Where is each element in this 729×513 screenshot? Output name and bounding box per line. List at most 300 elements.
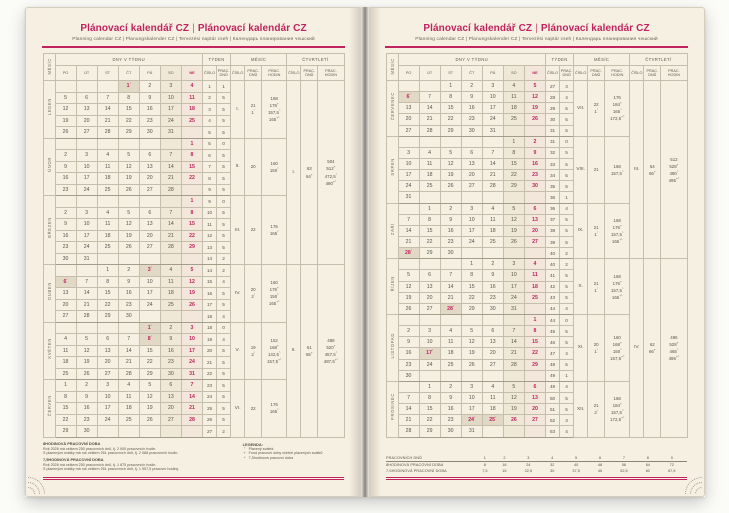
header-line: HODIN	[268, 73, 281, 77]
day-cell: 23	[440, 236, 461, 247]
week-workdays-cell: 2	[217, 265, 231, 277]
week-workdays-cell: 5	[217, 380, 231, 392]
header-line: PRAC.	[590, 68, 602, 73]
week-workdays-cell: 4	[217, 311, 231, 323]
day-cell: 5	[181, 265, 202, 277]
day-cell: 11	[482, 214, 503, 225]
marker-superscript: +^	[675, 176, 680, 181]
day-cell: 14	[398, 404, 419, 415]
empty-day-cell	[97, 196, 118, 208]
week-number-cell: 39	[546, 236, 560, 247]
header-line: PRAC.	[268, 68, 281, 73]
day-cell: 25	[440, 359, 461, 370]
marker-superscript: °	[596, 286, 599, 291]
calendar-table-h1	[43, 53, 345, 438]
day-cell: 1	[524, 314, 545, 325]
week-workdays-cell: 5	[217, 345, 231, 357]
working-time-block	[43, 458, 233, 472]
day-cell: 25	[503, 114, 524, 125]
workdays-line: 66+	[648, 347, 656, 354]
empty-day-cell	[524, 125, 545, 136]
day-cell: 4	[419, 147, 440, 158]
day-cell: 3	[76, 207, 97, 219]
week-number-cell: 33	[546, 158, 560, 169]
cumulative-value: 15	[502, 469, 507, 473]
day-cell: 28	[181, 414, 202, 426]
day-cell: 26	[524, 114, 545, 125]
day-cell: 5	[118, 207, 139, 219]
week-workdays-cell: 4	[560, 381, 574, 392]
day-cell: 29	[524, 359, 545, 370]
day-cell: 23	[524, 170, 545, 181]
empty-day-cell	[503, 192, 524, 203]
empty-day-cell	[160, 426, 181, 438]
weekday-header-ne: NE	[181, 66, 202, 81]
month-name-cell	[386, 81, 398, 137]
marker-superscript: °	[253, 350, 256, 355]
marker-superscript: °	[596, 408, 599, 413]
hours-line: 152	[270, 337, 278, 343]
day-cell: 24	[503, 292, 524, 303]
week-number-header	[546, 66, 560, 81]
day-cell: 11	[55, 345, 76, 357]
empty-day-cell	[482, 192, 503, 203]
day-cell: 28	[118, 368, 139, 380]
day-cell: 26	[76, 368, 97, 380]
workdays-line: 20	[250, 287, 256, 293]
day-cell: 6	[524, 203, 545, 214]
week-workdays-cell: 2	[560, 248, 574, 259]
month-number-cell: I.	[231, 81, 245, 139]
day-cell: 2	[482, 259, 503, 270]
day-cell: 15	[181, 161, 202, 173]
day-cell: 2	[524, 136, 545, 147]
day-cell: 30	[482, 303, 503, 314]
marker-superscript: °	[596, 107, 599, 112]
marker-superscript: +^	[334, 357, 339, 362]
day-cell: 27	[398, 125, 419, 136]
month-name-label: DUBEN	[46, 281, 52, 300]
week-row	[386, 81, 687, 92]
day-cell: 1	[97, 265, 118, 277]
empty-day-cell	[461, 192, 482, 203]
week-number-cell: 31	[546, 125, 560, 136]
month-number-cell: IV.	[231, 265, 245, 323]
empty-day-cell	[118, 426, 139, 438]
day-cell: 15	[181, 219, 202, 231]
day-cell: 13	[160, 391, 181, 403]
empty-day-cell	[440, 136, 461, 147]
day-cell: 23	[440, 415, 461, 426]
workdays-line: 21	[593, 280, 599, 286]
empty-day-cell	[55, 322, 76, 334]
weekday-header-pá: PÁ	[482, 66, 503, 81]
marker-superscript: +	[310, 172, 313, 177]
empty-day-cell	[181, 184, 202, 196]
empty-day-cell	[97, 426, 118, 438]
header-line: DNŮ	[562, 73, 571, 77]
day-cell: 10	[482, 92, 503, 103]
day-cell: 25	[181, 115, 202, 127]
day-cell: 8°	[139, 334, 160, 346]
empty-day-cell	[461, 136, 482, 147]
day-cell: 29	[97, 311, 118, 323]
week-workdays-cell: 0	[217, 196, 231, 208]
day-cell: 12	[118, 219, 139, 231]
week-number-cell: 16	[203, 288, 217, 300]
working-time-line: Rok 2026 má celkem 250 pracovních dnů, tj. 1 875 pracovních hodin.	[43, 462, 157, 467]
day-cell: 28	[160, 242, 181, 254]
right-page	[369, 7, 705, 497]
day-cell: 10	[76, 219, 97, 231]
day-cell: 31	[160, 127, 181, 139]
hours-line: 184+	[612, 401, 622, 409]
week-workdays-cell: 5	[560, 158, 574, 169]
marker-superscript: °	[150, 265, 152, 270]
day-cell: 5	[55, 92, 76, 104]
table-header	[43, 54, 344, 81]
quarter-hours-header	[318, 66, 344, 81]
empty-day-cell	[461, 248, 482, 259]
day-cell: 7	[398, 392, 419, 403]
month-number-cell: III.	[231, 196, 245, 265]
month-hours-cell	[605, 381, 630, 437]
day-cell: 21	[482, 170, 503, 181]
day-cell: 11	[503, 92, 524, 103]
marker-superscript: +^	[621, 354, 625, 359]
day-cell: 1	[181, 196, 202, 208]
empty-day-cell	[398, 136, 419, 147]
day-cell: 27	[76, 127, 97, 139]
quarter-number-header	[287, 66, 301, 81]
day-cell: 31	[181, 368, 202, 380]
month-column-label: MĚSÍC	[389, 58, 395, 75]
day-cell: 25	[524, 292, 545, 303]
hours-line: 465^	[669, 347, 679, 354]
hours-line: 157,5^	[610, 286, 624, 293]
day-cell: 26	[118, 242, 139, 254]
week-workdays-cell: 5	[560, 337, 574, 348]
day-cell: 20	[398, 114, 419, 125]
day-cell: 7	[181, 380, 202, 392]
week-number-cell: 36	[546, 192, 560, 203]
empty-day-cell	[97, 81, 118, 93]
day-cell: 15	[55, 403, 76, 415]
quarter-workdays-cell	[644, 81, 661, 259]
workdays-line: 1°	[594, 347, 599, 354]
month-workdays-cell	[245, 138, 262, 196]
hours-line: 528+	[669, 162, 679, 169]
day-cell: 31	[482, 125, 503, 136]
day-cell: 21	[160, 230, 181, 242]
week-number-cell: 41	[546, 270, 560, 281]
day-cell: 14	[503, 337, 524, 348]
week-number-cell: 14	[203, 253, 217, 265]
week-workdays-cell: 5	[217, 207, 231, 219]
month-workdays-cell	[245, 196, 262, 265]
day-cell: 29	[503, 181, 524, 192]
week-workdays-cell: 5	[560, 359, 574, 370]
empty-day-cell	[139, 196, 160, 208]
empty-day-cell	[76, 138, 97, 150]
workdays-line: 2°	[251, 292, 256, 300]
hours-line: 457,5^	[324, 350, 338, 357]
day-cell: 4	[97, 207, 118, 219]
empty-day-cell	[419, 136, 440, 147]
quarter-number-cell: II.	[287, 265, 301, 438]
marker-superscript: +^	[675, 354, 680, 359]
week-group: TÝDEN	[546, 54, 574, 66]
cumulative-value: 45	[597, 469, 603, 473]
day-cell: 17	[461, 225, 482, 236]
day-cell: 13	[76, 104, 97, 116]
day-cell: 26	[503, 236, 524, 247]
workdays-line: 21	[250, 103, 256, 109]
empty-day-cell	[503, 426, 524, 437]
day-cell: 17	[97, 403, 118, 415]
weekday-header-ne: NE	[524, 66, 545, 81]
day-cell: 13	[139, 161, 160, 173]
marker-superscript: ^	[676, 169, 679, 174]
hours-line: 157,5^	[610, 408, 624, 416]
day-cell: 31	[398, 192, 419, 203]
hours-line: 168	[613, 163, 621, 169]
workdays-line: 62	[649, 341, 655, 347]
header-line: DNŮ	[305, 73, 314, 77]
table-body	[43, 81, 344, 438]
month-hours-header	[262, 66, 287, 81]
day-cell: 22	[419, 236, 440, 247]
empty-day-cell	[503, 314, 524, 325]
cumulative-value: 6	[591, 455, 608, 462]
week-workdays-header	[560, 66, 574, 81]
day-cell: 18	[482, 225, 503, 236]
week-workdays-cell: 5	[217, 299, 231, 311]
header-line: DNŮ	[219, 73, 228, 77]
day-cell: 27	[482, 359, 503, 370]
quarter-workdays-cell	[301, 265, 318, 438]
empty-day-cell	[55, 196, 76, 208]
day-cell: 15	[524, 337, 545, 348]
day-cell: 31	[76, 253, 97, 265]
day-cell: 21	[97, 115, 118, 127]
day-cell: 1	[181, 138, 202, 150]
quarter-workdays-header	[644, 66, 661, 81]
day-cell: 9	[524, 147, 545, 158]
day-cell: 30	[76, 426, 97, 438]
week-number-cell: 12	[203, 230, 217, 242]
hours-line: 504	[327, 159, 335, 165]
month-column-label: MĚSÍC	[46, 58, 52, 75]
day-cell: 19	[440, 170, 461, 181]
day-cell: 6°	[55, 276, 76, 288]
header-line: PRAC.	[217, 68, 230, 73]
day-cell: 12	[461, 337, 482, 348]
week-row	[43, 265, 344, 277]
legend-marker: ^	[243, 456, 246, 461]
marker-superscript: +	[619, 223, 622, 228]
week-number-cell: 9	[203, 184, 217, 196]
month-name-cell	[386, 381, 398, 437]
day-cell: 5	[118, 150, 139, 162]
day-cell: 24	[419, 359, 440, 370]
day-cell: 24	[76, 242, 97, 254]
weekday-header-út: ÚT	[76, 66, 97, 81]
day-cell: 5	[524, 81, 545, 92]
day-cell: 10	[97, 391, 118, 403]
week-number-header	[203, 66, 217, 81]
day-cell: 17	[76, 173, 97, 185]
day-cell: 27	[524, 236, 545, 247]
day-cell: 10	[503, 270, 524, 281]
workdays-line: 1°	[594, 107, 599, 115]
day-cell: 19	[118, 230, 139, 242]
cumulative-value: 16	[502, 463, 507, 467]
hours-line: 512	[670, 156, 678, 162]
day-cell: 8	[55, 391, 76, 403]
week-number-cell: 22	[203, 368, 217, 380]
hours-line: 160	[613, 334, 621, 340]
week-number-cell: 42	[546, 281, 560, 292]
marker-superscript: °	[129, 81, 131, 86]
workdays-line: 64	[649, 163, 655, 169]
hours-line: 172,5+^	[610, 114, 625, 122]
week-number-cell: 18	[203, 311, 217, 323]
marker-superscript: ^	[277, 292, 279, 297]
quarter-group: ČTVRTLETÍ	[630, 54, 687, 66]
workdays-line: 61	[306, 344, 312, 350]
week-number-cell: 37	[546, 214, 560, 225]
open-diary-spread	[25, 7, 705, 497]
marker-superscript: +	[619, 100, 622, 105]
day-cell: 17	[482, 103, 503, 114]
hours-line: 480^	[669, 169, 679, 176]
day-cell: 2	[139, 81, 160, 93]
cumulative-value: 60	[645, 469, 650, 473]
day-cell: 24	[461, 236, 482, 247]
day-cell: 26	[503, 415, 524, 426]
quarter-number-cell: I.	[287, 81, 301, 265]
day-cell: 15	[503, 158, 524, 169]
week-number-cell: 18	[203, 322, 217, 334]
working-time-notes	[43, 442, 233, 474]
marker-superscript: +^	[332, 179, 337, 184]
header-line: ČÍSLO	[631, 70, 643, 75]
day-cell: 12	[440, 158, 461, 169]
day-cell: 8	[97, 276, 118, 288]
header-line: ČÍSLO	[574, 70, 587, 75]
marker-superscript: +	[619, 279, 622, 284]
day-cell: 28	[503, 359, 524, 370]
week-workdays-cell: 1	[560, 192, 574, 203]
hours-line: 168+	[269, 343, 279, 350]
week-number-cell: 11	[203, 219, 217, 231]
month-hours-cell	[262, 265, 287, 323]
empty-day-cell	[160, 138, 181, 150]
day-cell: 14	[181, 391, 202, 403]
week-number-cell: 43	[546, 292, 560, 303]
hours-line: 176	[270, 402, 278, 408]
cumulative-value: 2	[496, 455, 513, 462]
week-number-cell: 50	[546, 392, 560, 403]
day-cell: 31	[503, 303, 524, 314]
hours-line: 142,5^	[267, 350, 281, 357]
workdays-line: 2°	[251, 350, 256, 357]
day-cell: 9	[440, 392, 461, 403]
empty-day-cell	[139, 138, 160, 150]
day-cell: 28	[419, 125, 440, 136]
working-time-line: S placenými svátky má rok celkem 261 pracovních dnů, tj. 1 957,5 pracovní hodiny.	[43, 467, 180, 472]
hours-line: 165+^	[268, 299, 280, 307]
month-name-label: KVĚTEN	[46, 337, 52, 359]
month-workdays-cell	[245, 265, 262, 323]
week-workdays-cell: 5	[217, 230, 231, 242]
day-cell: 20	[55, 299, 76, 311]
left-page-footer	[43, 442, 344, 474]
day-cell: 3	[503, 259, 524, 270]
week-number-cell: 51	[546, 404, 560, 415]
month-name-cell	[43, 81, 55, 139]
day-cell: 22	[55, 414, 76, 426]
workdays-line: 19	[250, 344, 256, 350]
week-number-cell: 36	[546, 203, 560, 214]
month-workdays-cell	[588, 81, 605, 137]
header-rule	[42, 46, 345, 48]
week-number-cell: 15	[203, 276, 217, 288]
cumulative-value: 52,5	[620, 469, 628, 473]
cumulative-value: 3	[513, 455, 543, 462]
week-number-cell: 9	[203, 196, 217, 208]
cumulative-value: 56	[621, 463, 627, 467]
week-number-cell: 40	[546, 259, 560, 270]
month-name-label: ZÁŘÍ	[389, 222, 395, 235]
month-workdays-cell	[588, 259, 605, 315]
day-cell: 25	[160, 299, 181, 311]
week-number-cell: 46	[546, 337, 560, 348]
day-cell: 7	[419, 92, 440, 103]
day-cell: 18	[503, 103, 524, 114]
header-line: DNŮ	[249, 73, 258, 77]
quarter-hours-header	[661, 66, 687, 81]
cumulative-value: 67,5	[668, 469, 676, 473]
empty-day-cell	[503, 248, 524, 259]
marker-superscript: °	[495, 415, 497, 420]
marker-superscript: ^	[620, 347, 622, 352]
day-cell: 27	[139, 184, 160, 196]
week-number-cell: 31	[546, 136, 560, 147]
day-cell: 25°	[482, 415, 503, 426]
month-name-label: LISTOPAD	[389, 332, 395, 359]
page-title	[26, 23, 361, 34]
marker-superscript: °	[253, 292, 256, 297]
month-group: MĚSÍC	[574, 54, 630, 66]
empty-day-cell	[118, 322, 139, 334]
day-cell: 19	[55, 115, 76, 127]
weekday-header-so: SO	[503, 66, 524, 81]
day-cell: 3	[398, 147, 419, 158]
day-cell: 4	[97, 150, 118, 162]
day-cell: 20	[160, 403, 181, 415]
day-cell: 23	[55, 184, 76, 196]
header-line: ČÍSLO	[203, 70, 216, 75]
marker-superscript: °	[150, 334, 152, 339]
header-line: DNŮ	[592, 73, 601, 77]
week-number-cell: 20	[203, 345, 217, 357]
marker-superscript: +	[676, 340, 679, 345]
day-cell: 20	[97, 357, 118, 369]
empty-day-cell	[440, 314, 461, 325]
day-cell: 15	[118, 104, 139, 116]
